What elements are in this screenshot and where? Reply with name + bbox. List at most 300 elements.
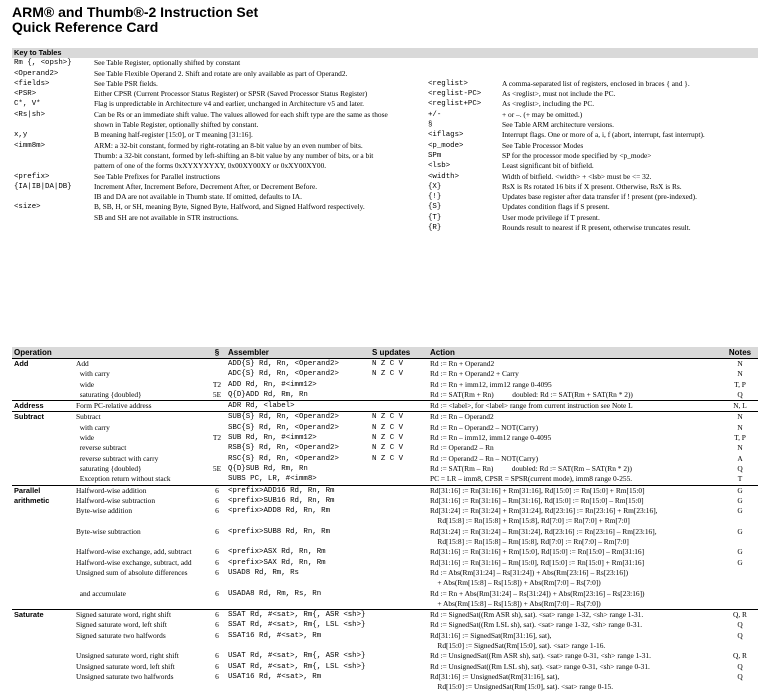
notes <box>722 516 758 526</box>
key-symbol <box>12 120 92 130</box>
operation-desc: with carry <box>76 422 110 432</box>
key-description: shown in Table Register, optionally shifted by constant. <box>94 120 259 130</box>
col-s-updates: S updates <box>370 347 428 359</box>
key-row <box>12 161 758 171</box>
arch-version <box>208 578 226 588</box>
operation-desc: Unsigned saturate word, right shift <box>76 651 179 661</box>
operations-table <box>12 347 758 693</box>
s-flags: N Z C V <box>372 423 404 432</box>
group-label <box>12 380 74 390</box>
group-label <box>12 578 74 588</box>
key-description: B, SB, H, or SH, meaning Byte, Signed Byte, Halfword, and Signed Halfword respectively. <box>94 202 365 212</box>
col-action: Action <box>428 347 722 359</box>
table-row <box>12 423 758 433</box>
table-row <box>12 599 758 610</box>
operation-desc: Unsigned saturate two halfwords <box>76 671 174 681</box>
assembler-syntax: USAT Rd, #<sat>, Rm{, LSL <sh>} <box>228 662 366 671</box>
table-row <box>12 641 758 651</box>
operation-desc <box>74 516 208 526</box>
group-label <box>12 641 74 651</box>
key-description: See Table Processor Modes <box>502 140 584 150</box>
s-flags <box>370 631 428 641</box>
col-assembler: Assembler <box>226 347 370 359</box>
s-flags <box>370 380 428 390</box>
table-row <box>12 485 758 496</box>
group-label <box>12 474 74 485</box>
action-text: Rd := Abs(Rm[31:24] – Rs[31:24]) + Abs(Rm[23:16] – Rs[23:16]) <box>430 567 629 577</box>
key-row <box>12 151 758 161</box>
s-flags <box>370 662 428 672</box>
arch-version <box>208 443 226 453</box>
key-row <box>12 69 758 79</box>
operation-desc: Form PC-relative address <box>74 401 208 412</box>
operation-desc: Byte-wise addition <box>76 506 133 516</box>
action-text: Rd := Rn + Abs(Rm[31:24] – Rs[31:24]) + Abs(Rm[23:16] – Rs[23:16]) <box>430 588 645 598</box>
assembler-syntax: RSB{S} Rd, Rn, <Operand2> <box>228 444 339 453</box>
notes: G <box>722 485 758 496</box>
notes: N <box>737 422 743 432</box>
group-label <box>12 631 74 641</box>
assembler-syntax: <prefix>SAX Rd, Rn, Rm <box>228 558 326 567</box>
key-description: Rounds result to nearest if R present, otherwise truncates result. <box>502 223 691 233</box>
operation-desc: saturating {doubled} <box>76 389 142 399</box>
group-label <box>12 443 74 453</box>
key-description: SP for the processor mode specified by <p_mode> <box>502 150 652 160</box>
group-label: Saturate <box>12 610 74 621</box>
s-flags <box>370 672 428 682</box>
arch-version <box>208 412 226 423</box>
assembler-syntax: SUBS PC, LR, #<imm8> <box>228 475 317 484</box>
action-text: Rd := Operand2 – Rn <box>430 443 494 453</box>
notes: A <box>737 453 743 463</box>
title-line-2: Quick Reference Card <box>12 19 159 35</box>
key-row <box>12 130 758 140</box>
assembler-syntax: ADD Rd, Rn, #<imm12> <box>228 380 317 389</box>
operation-desc: Unsigned sum of absolute differences <box>76 567 188 577</box>
key-symbol <box>12 161 92 171</box>
operation-desc: Unsigned saturate word, left shift <box>76 661 175 671</box>
key-description <box>500 58 758 68</box>
key-description: B meaning half-register [15:0], or T meaning [31:16]. <box>94 130 253 140</box>
key-description: See Table Flexible Operand 2. Shift and rotate are only available as part of Operand2. <box>94 68 348 78</box>
col-notes: Notes <box>722 347 758 359</box>
operation-desc: Halfword-wise subtraction <box>76 495 156 505</box>
action-text: Rd := <label>, for <label> range from current instruction see Note L <box>428 401 722 412</box>
action-text: Rd[31:16] := UnsignedSat(Rm[31:16], sat), <box>430 671 560 681</box>
action-text: Rd[31:24] := Rn[31:24] – Rm[31:24], Rd[23:16] := Rn[23:16] – Rm[23:16], <box>430 526 657 536</box>
key-symbol: <Operand2> <box>14 69 59 78</box>
group-label <box>12 568 74 578</box>
key-table-body <box>12 58 758 233</box>
arch-version <box>208 599 226 610</box>
table-row <box>12 390 758 401</box>
group-label <box>12 599 74 610</box>
key-symbol: {!} <box>428 193 442 202</box>
key-row <box>12 192 758 202</box>
key-symbol: Rm {, <opsh>} <box>14 59 72 68</box>
assembler-syntax <box>226 682 370 692</box>
notes: N <box>737 443 743 453</box>
key-description: ARM: a 32-bit constant, formed by right-rotating an 8-bit value by an even number of bits. <box>94 140 363 150</box>
table-row <box>12 412 758 423</box>
s-flags <box>370 641 428 651</box>
key-symbol <box>12 151 92 161</box>
assembler-syntax: ADR Rd, <label> <box>226 401 370 412</box>
key-description: Updates base register after data transfer if ! present (pre-indexed). <box>502 192 697 202</box>
assembler-syntax: SSAT16 Rd, #<sat>, Rm <box>228 631 322 640</box>
key-description: Width of bitfield. <width> + <lsb> must be <= 32. <box>502 171 652 181</box>
s-flags <box>370 651 428 661</box>
action-text: Rd[31:16] := Rn[31:16] – Rm[15:0], Rd[15:0] := Rn[15:0] + Rm[31:16] <box>430 557 645 567</box>
arch-version: T2 <box>212 379 222 389</box>
action-text: Rd := SignedSat((Rm ASR sh), sat). <sat> range 1-32, <sh> range 1-31. <box>428 610 722 621</box>
action-text: + Abs(Rm[15:8] – Rs[15:8]) + Abs(Rm[7:0] – Rs[7:0]) <box>430 598 601 608</box>
action-text: Rd := Rn + Operand2 + Carry <box>430 369 519 379</box>
key-description: User mode privilege if T present. <box>502 212 600 222</box>
group-label <box>12 682 74 692</box>
notes: T, P <box>734 379 746 389</box>
key-description: See Table PSR fields. <box>94 78 158 88</box>
group-label <box>12 651 74 661</box>
notes: T <box>737 474 743 484</box>
key-symbol: {IA|IB|DA|DB} <box>14 182 72 191</box>
operation-desc: wide <box>76 433 95 443</box>
operation-desc: Add <box>74 359 208 370</box>
key-symbol: x,y <box>14 131 28 140</box>
assembler-syntax <box>226 578 370 588</box>
operation-desc: with carry <box>76 369 110 379</box>
key-symbol: § <box>428 121 433 130</box>
notes: G <box>737 547 743 557</box>
arch-version: 6 <box>215 588 219 598</box>
action-text: Rd[31:16] := Rn[31:16] – Rm[31:16], Rd[15:0] := Rn[15:0] – Rm[15:0] <box>430 495 644 505</box>
key-row <box>12 223 758 233</box>
operation-desc: and accumulate <box>76 588 126 598</box>
key-row <box>12 99 758 109</box>
s-flags <box>370 496 428 506</box>
notes <box>722 599 758 610</box>
key-symbol: {T} <box>428 213 442 222</box>
key-symbol: <fields> <box>14 79 50 88</box>
action-text: Rd := Rn – imm12, imm12 range 0-4095 <box>430 433 552 443</box>
table-row <box>12 527 758 537</box>
group-label <box>12 516 74 526</box>
key-symbol: +/- <box>428 110 442 119</box>
group-label <box>12 537 74 547</box>
assembler-syntax <box>226 516 370 526</box>
key-description <box>92 223 426 233</box>
arch-version: 6 <box>215 506 219 516</box>
group-label: Address <box>12 401 74 412</box>
table-row <box>12 682 758 692</box>
key-symbol: <imm8m> <box>14 141 46 150</box>
arch-version: T2 <box>212 433 222 443</box>
arch-version <box>208 641 226 651</box>
table-row <box>12 496 758 506</box>
action-text: Rd := Rn – Operand2 – NOT(Carry) <box>430 422 539 432</box>
key-row <box>12 120 758 130</box>
s-flags <box>370 464 428 474</box>
assembler-syntax: SUB{S} Rd, Rn, <Operand2> <box>226 412 370 423</box>
s-flags <box>370 610 428 621</box>
arch-version <box>208 516 226 526</box>
group-label <box>12 527 74 537</box>
group-label <box>12 506 74 516</box>
operation-desc: Signed saturate word, left shift <box>76 620 167 630</box>
s-flags <box>370 537 428 547</box>
arch-version: 6 <box>215 526 219 536</box>
key-description: RsX is Rs rotated 16 bits if X present. Otherwise, RsX is Rs. <box>502 181 682 191</box>
key-row <box>12 58 758 68</box>
key-symbol: {X} <box>428 182 442 191</box>
assembler-syntax: USADA8 Rd, Rm, Rs, Rn <box>228 589 322 598</box>
arch-version <box>208 474 226 485</box>
key-description <box>500 69 758 79</box>
key-description: Either CPSR (Current Processor Status Register) or SPSR (Saved Processor Status Register) <box>94 89 368 99</box>
action-text: Rd := SignedSat((Rm LSL sh), sat). <sat> range 1-32, <sh> range 0-31. <box>430 620 643 630</box>
action-text: Rd[31:16] := Rn[31:16] + Rm[31:16], Rd[15:0] := Rn[15:0] + Rm[15:0] <box>428 485 722 496</box>
s-flags: N Z C V <box>372 454 404 463</box>
key-description: Flag is unpredictable in Architecture v4 and earlier, unchanged in Architecture v5 and later. <box>94 99 364 109</box>
s-flags <box>370 527 428 537</box>
table-row <box>12 620 758 630</box>
arch-version: 5E <box>212 389 222 399</box>
notes <box>722 682 758 692</box>
table-row <box>12 443 758 453</box>
arch-version: 6 <box>215 661 219 671</box>
s-flags: N Z C V <box>370 359 428 370</box>
s-flags <box>370 390 428 401</box>
arch-version <box>208 369 226 379</box>
s-flags <box>370 547 428 557</box>
key-to-tables <box>12 48 758 233</box>
key-description: See Table ARM architecture versions. <box>502 120 615 130</box>
arch-version: 6 <box>215 620 219 630</box>
s-flags <box>370 485 428 496</box>
s-flags <box>370 474 428 485</box>
assembler-syntax: <prefix>ADD16 Rd, Rn, Rm <box>226 485 370 496</box>
table-row <box>12 474 758 485</box>
table-header-row <box>12 347 758 359</box>
table-row <box>12 454 758 464</box>
operation-desc <box>74 641 208 651</box>
notes: N <box>722 412 758 423</box>
arch-version <box>208 454 226 464</box>
notes <box>722 568 758 578</box>
key-row <box>12 213 758 223</box>
key-symbol: <reglist-PC> <box>428 90 482 99</box>
action-text: Rd[31:16] := SignedSat(Rm[31:16], sat), <box>430 630 552 640</box>
key-row <box>12 141 758 151</box>
arch-version: 6 <box>215 547 219 557</box>
table-row <box>12 610 758 621</box>
operation-desc: reverse subtract with carry <box>76 453 159 463</box>
key-description: Thumb: a 32-bit constant, formed by left-shifting an 8-bit value by any number of bits, or a bit <box>94 150 374 160</box>
table-row <box>12 672 758 682</box>
operation-desc <box>74 578 208 588</box>
arch-version: 5E <box>212 463 222 473</box>
title-line-1: ARM® and Thumb®-2 Instruction Set <box>12 4 259 20</box>
assembler-syntax: <prefix>SUB8 Rd, Rn, Rm <box>228 527 331 536</box>
page-title <box>12 5 258 35</box>
key-symbol: SPm <box>428 151 442 160</box>
table-row <box>12 651 758 661</box>
key-symbol <box>12 223 92 233</box>
key-row <box>12 110 758 120</box>
group-label: Add <box>12 359 74 370</box>
assembler-syntax <box>226 537 370 547</box>
s-flags <box>370 506 428 516</box>
notes: N <box>737 369 743 379</box>
assembler-syntax: USAT Rd, #<sat>, Rm{, ASR <sh>} <box>228 652 366 661</box>
key-symbol: <width> <box>428 172 460 181</box>
operation-desc: Halfword-wise addition <box>74 485 208 496</box>
arch-version: 6 <box>215 651 219 661</box>
key-row <box>12 202 758 212</box>
key-description: Updates condition flags if S present. <box>502 202 610 212</box>
key-symbol: <PSR> <box>14 90 37 99</box>
notes <box>722 537 758 547</box>
key-description: See Table Register, optionally shifted by constant <box>94 58 241 68</box>
key-symbol: <size> <box>14 203 41 212</box>
s-flags <box>370 568 428 578</box>
notes <box>722 641 758 651</box>
notes: G <box>737 557 743 567</box>
arch-version <box>208 682 226 692</box>
assembler-syntax: <prefix>SUB16 Rd, Rn, Rm <box>228 496 335 505</box>
key-description: As <reglist>, must not include the PC. <box>502 89 616 99</box>
key-row <box>12 172 758 182</box>
action-text: Rd[15:8] := Rn[15:8] + Rm[15:8], Rd[7:0] := Rn[7:0] + Rm[7:0] <box>430 516 630 526</box>
key-description: See Table Prefixes for Parallel instructions <box>94 171 220 181</box>
arch-version: 6 <box>208 610 226 621</box>
table-row <box>12 578 758 588</box>
operation-desc: Byte-wise subtraction <box>76 526 141 536</box>
operation-desc: wide <box>76 379 95 389</box>
arch-version <box>208 537 226 547</box>
operation-desc: Signed saturate word, right shift <box>74 610 208 621</box>
action-text: Rd := SAT(Rm – Rn) doubled: Rd := SAT(Rm – SAT(Rn * 2)) <box>430 463 632 473</box>
notes <box>722 589 758 599</box>
action-text: Rd := UnsignedSat((Rm ASR sh), sat). <sat> range 0-31, <sh> range 1-31. <box>430 651 651 661</box>
key-symbol: <Rs|sh> <box>14 110 46 119</box>
operation-desc: Signed saturate two halfwords <box>76 630 166 640</box>
key-description: IB and DA are not available in Thumb state. If omitted, defaults to IA. <box>94 192 302 202</box>
arch-version <box>208 423 226 433</box>
key-symbol: <reglist+PC> <box>428 100 482 109</box>
group-label <box>12 423 74 433</box>
table-row <box>12 369 758 379</box>
operation-desc: Subtract <box>74 412 208 423</box>
assembler-syntax: RSC{S} Rd, Rn, <Operand2> <box>228 454 339 463</box>
table-row <box>12 433 758 443</box>
key-symbol: C*, V* <box>14 100 41 109</box>
table-row <box>12 589 758 599</box>
key-description: Interrupt flags. One or more of a, i, f (abort, interrupt, fast interrupt). <box>502 130 705 140</box>
group-label: Parallel <box>12 485 74 496</box>
group-label <box>12 454 74 464</box>
s-flags <box>370 401 428 412</box>
notes: Q <box>737 661 743 671</box>
operation-desc: saturating {doubled} <box>76 463 142 473</box>
group-label <box>12 433 74 443</box>
key-description: + or –. (+ may be omitted.) <box>502 109 583 119</box>
operation-desc: Exception return without stack <box>76 474 171 484</box>
action-text: Rd[31:24] := Rn[31:24] + Rm[31:24], Rd[23:16] := Rn[23:16] + Rm[23:16], <box>430 506 658 516</box>
assembler-syntax: SUB Rd, Rn, #<imm12> <box>228 434 317 443</box>
notes: Q <box>737 630 743 640</box>
notes: Q, R <box>733 651 747 661</box>
table-row <box>12 401 758 412</box>
assembler-syntax <box>226 641 370 651</box>
key-table-header: Key to Tables <box>12 48 758 58</box>
key-row <box>12 182 758 192</box>
action-text: Rd := Rn + Operand2 <box>428 359 722 370</box>
group-label <box>12 620 74 630</box>
key-symbol: <p_mode> <box>428 141 464 150</box>
key-description: A comma-separated list of registers, enclosed in braces { and }. <box>502 78 690 88</box>
action-text: Rd[15:0] := SignedSat(Rm[15:0], sat). <sat> range 1-16. <box>430 641 606 651</box>
key-symbol: {S} <box>428 203 442 212</box>
notes <box>722 578 758 588</box>
s-flags: N Z C V <box>372 444 404 453</box>
s-flags <box>370 589 428 599</box>
table-row <box>12 537 758 547</box>
notes: Q <box>737 463 743 473</box>
key-symbol: <lsb> <box>428 162 451 171</box>
operation-desc: Halfword-wise exchange, add, subtract <box>76 547 192 557</box>
operation-desc: reverse subtract <box>76 443 127 453</box>
key-description: Increment After, Increment Before, Decrement After, or Decrement Before. <box>94 181 318 191</box>
assembler-syntax: <prefix>ASX Rd, Rn, Rm <box>228 548 326 557</box>
s-flags <box>370 558 428 568</box>
group-label <box>12 464 74 474</box>
key-description: SB and SH are not available in STR instructions. <box>94 212 239 222</box>
key-symbol: <prefix> <box>14 172 50 181</box>
key-row <box>12 89 758 99</box>
operation-desc <box>74 537 208 547</box>
table-row <box>12 506 758 516</box>
s-flags <box>370 599 428 610</box>
notes: G <box>737 506 743 516</box>
assembler-syntax: ADD{S} Rd, Rn, <Operand2> <box>226 359 370 370</box>
arch-version: 6 <box>215 671 219 681</box>
arch-version: 6 <box>215 567 219 577</box>
assembler-syntax: SBC{S} Rd, Rn, <Operand2> <box>228 423 339 432</box>
s-flags <box>370 516 428 526</box>
notes: T, P <box>734 433 746 443</box>
col-version: § <box>208 347 226 359</box>
arch-version: 6 <box>208 485 226 496</box>
assembler-syntax: Q{D}SUB Rd, Rm, Rn <box>228 464 308 473</box>
table-row <box>12 631 758 641</box>
operation-desc <box>74 599 208 610</box>
assembler-syntax: SSAT Rd, #<sat>, Rm{, LSL <sh>} <box>228 621 366 630</box>
table-row <box>12 359 758 370</box>
key-description: As <reglist>, including the PC. <box>502 99 595 109</box>
table-row <box>12 380 758 390</box>
notes: Q <box>737 620 743 630</box>
action-text: Rd[31:16] := Rn[31:16] + Rm[15:0], Rd[15:0] := Rn[15:0] – Rm[31:16] <box>430 547 645 557</box>
table-row <box>12 547 758 557</box>
operation-desc <box>74 682 208 692</box>
group-label <box>12 558 74 568</box>
key-symbol <box>426 58 500 68</box>
action-text: Rd := SAT(Rm + Rn) doubled: Rd := SAT(Rm + SAT(Rn * 2)) <box>430 389 633 399</box>
action-text: Rd := Rn + imm12, imm12 range 0-4095 <box>430 379 552 389</box>
table-row <box>12 568 758 578</box>
operation-desc: Halfword-wise exchange, subtract, add <box>76 557 192 567</box>
